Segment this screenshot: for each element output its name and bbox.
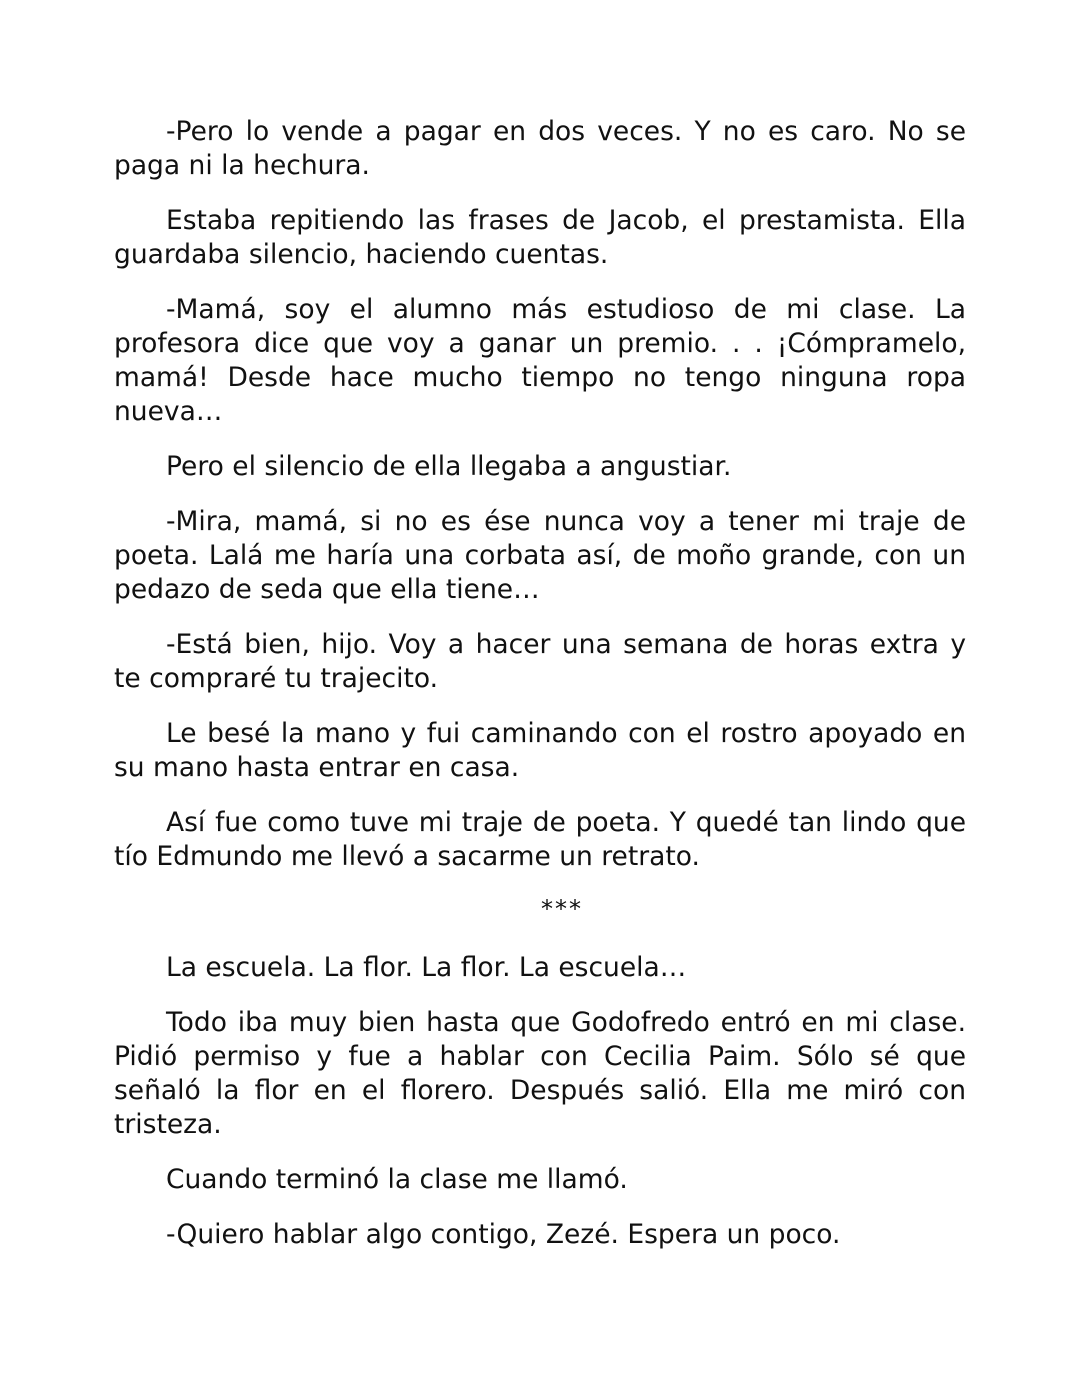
paragraph: Pero el silencio de ella llegaba a angustiar.	[166, 451, 732, 482]
paragraph: -Está bien, hijo. Voy a hacer una semana de horas extra y te compraré tu trajecito.	[114, 629, 966, 694]
paragraph: Cuando terminó la clase me llamó.	[166, 1164, 628, 1195]
paragraph: -Quiero hablar algo contigo, Zezé. Espera un poco.	[166, 1219, 841, 1250]
paragraph: Todo iba muy bien hasta que Godofredo entró en mi clase. Pidió permiso y fue a hablar con Cecilia Paim. Sólo sé que señaló la flor en el florero. Después salió. Ella me miró con tristeza.	[114, 1007, 966, 1140]
paragraph: -Mamá, soy el alumno más estudioso de mi clase. La profesora dice que voy a ganar un premio. . . ¡Cómpramelo, mamá! Desde hace mucho tiempo no tengo ninguna ropa nueva…	[114, 294, 966, 427]
paragraph: Así fue como tuve mi traje de poeta. Y quedé tan lindo que tío Edmundo me llevó a sacarme un retrato.	[114, 807, 966, 872]
section-separator: ***	[541, 895, 583, 923]
document-page	[114, 115, 966, 1273]
paragraph: Le besé la mano y fui caminando con el rostro apoyado en su mano hasta entrar en casa.	[114, 718, 966, 783]
paragraph: La escuela. La flor. La flor. La escuela…	[166, 952, 687, 983]
paragraph: -Pero lo vende a pagar en dos veces. Y no es caro. No se paga ni la hechura.	[114, 116, 966, 181]
paragraph: -Mira, mamá, si no es ése nunca voy a tener mi traje de poeta. Lalá me haría una corbata así, de moño grande, con un pedazo de seda que ella tiene…	[114, 506, 966, 605]
paragraph: Estaba repitiendo las frases de Jacob, el prestamista. Ella guardaba silencio, haciendo cuentas.	[114, 205, 966, 270]
